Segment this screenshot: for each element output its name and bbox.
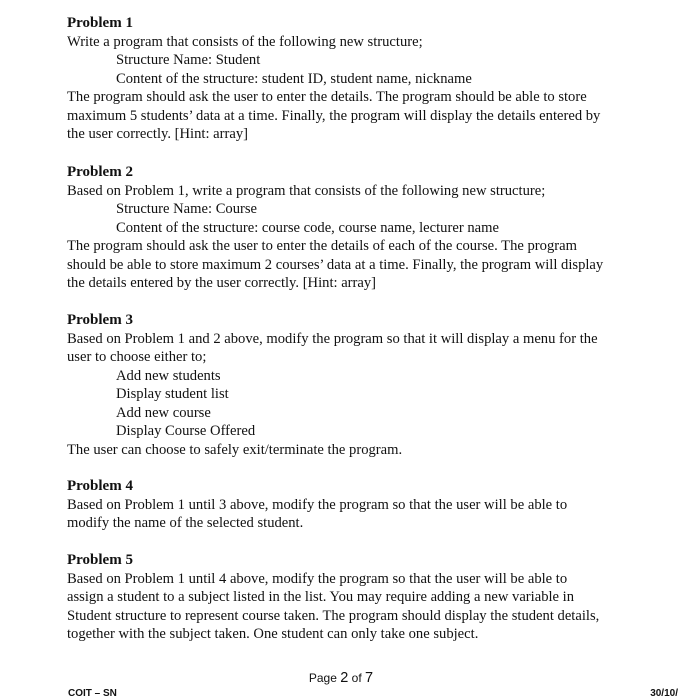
problem-text-line: Structure Name: Course (116, 201, 258, 217)
problem-text-line: Content of the structure: course code, course name, lecturer name (116, 219, 499, 236)
problem-text-line: the details entered by the user correctly. [Hint: array] (67, 275, 377, 291)
problem-text-line: The user can choose to safely exit/terminate the program. (67, 441, 403, 458)
problem-text-line: Student structure to represent course taken. The program should display the student details, (67, 607, 600, 624)
problem-1 (67, 14, 657, 144)
footer-date: 30/10/ (650, 688, 678, 699)
problem-text-line: the user correctly. [Hint: array] (67, 126, 248, 142)
problem-2 (67, 163, 657, 293)
problem-text-line: The program should ask the user to enter the details. The program should be able to store (67, 89, 587, 105)
page-label: Page (308, 671, 337, 685)
problem-title: Problem 3 (67, 312, 133, 328)
menu-option-line: Display Course Offered (116, 423, 256, 439)
footer-course-code: COIT – SN (68, 688, 117, 699)
page-total: 7 (365, 670, 374, 686)
problem-title: Problem 4 (67, 478, 133, 494)
problem-text-line: Based on Problem 1 and 2 above, modify the program so that it will display a menu for the (67, 330, 598, 347)
problem-text-line: Based on Problem 1, write a program that consists of the following new structure; (67, 182, 546, 199)
problem-title: Problem 2 (67, 164, 133, 180)
problem-4 (67, 477, 657, 533)
problem-text-line: together with the subject taken. One student can only take one subject. (67, 626, 479, 642)
page-current: 2 (340, 670, 349, 686)
menu-option-line: Add new course (116, 404, 211, 421)
problem-3 (67, 311, 657, 459)
problem-text-line: Based on Problem 1 until 3 above, modify the program so that the user will be able to (67, 496, 568, 513)
page-of: of (351, 671, 362, 685)
problem-5 (67, 551, 657, 644)
problem-text-line: Based on Problem 1 until 4 above, modify the program so that the user will be able to (67, 570, 568, 587)
problem-text-line: user to choose either to; (67, 349, 207, 365)
problem-title: Problem 5 (67, 552, 133, 568)
problem-text-line: Content of the structure: student ID, student name, nickname (116, 70, 472, 87)
menu-option-line: Display student list (116, 386, 229, 402)
problem-text-line: Structure Name: Student (116, 52, 261, 68)
page-number (0, 670, 682, 686)
menu-option-line: Add new students (116, 367, 221, 384)
problem-text-line: Write a program that consists of the following new structure; (67, 33, 423, 50)
problem-text-line: modify the name of the selected student. (67, 515, 304, 531)
problem-text-line: The program should ask the user to enter the details of each of the course. The program (67, 238, 577, 254)
problem-text-line: maximum 5 students’ data at a time. Finally, the program will display the details entered by (67, 107, 601, 124)
problem-text-line: should be able to store maximum 2 courses’ data at a time. Finally, the program will display (67, 256, 604, 273)
problem-title: Problem 1 (67, 15, 133, 31)
problem-text-line: assign a student to a subject listed in the list. You may require adding a new variable in (67, 589, 575, 605)
